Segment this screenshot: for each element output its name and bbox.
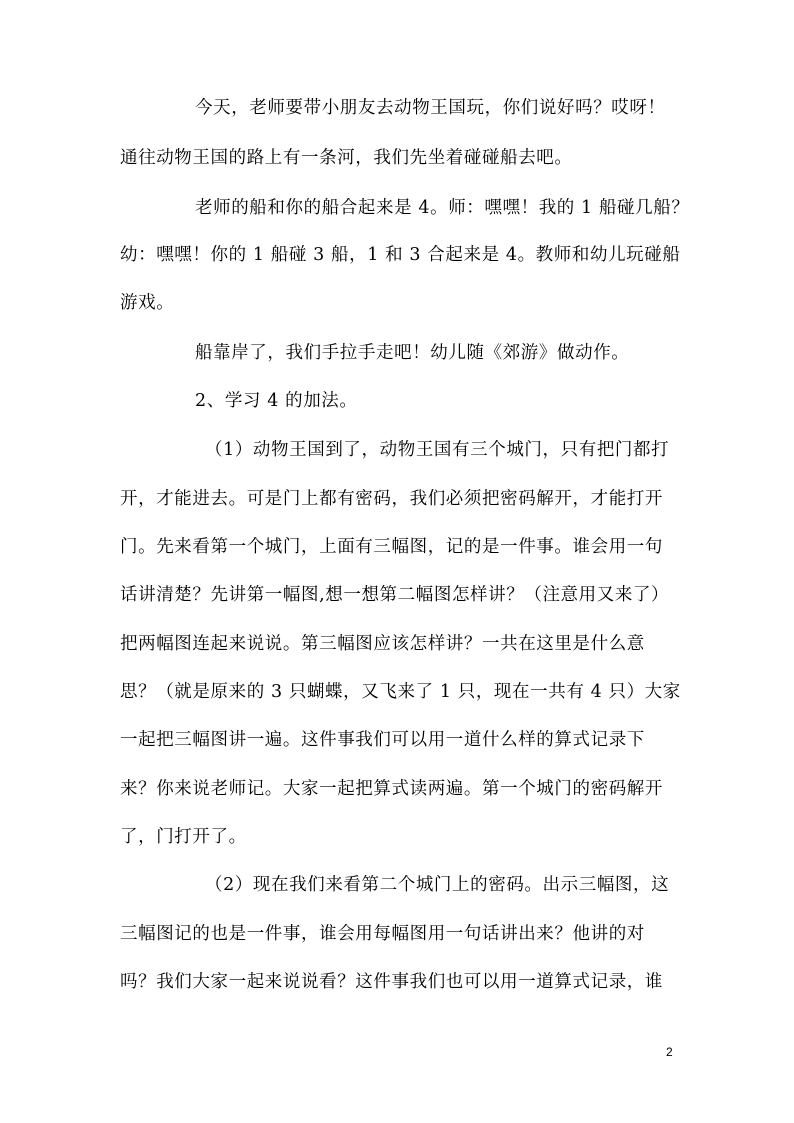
- section-heading: 2、学习 4 的加法。: [195, 391, 358, 411]
- text-line: 幼：嘿嘿！你的 1 船碰 3 船，1 和 3 合起来是 4。教师和幼儿玩碰船: [120, 245, 681, 265]
- text-line: 开，才能进去。可是门上都有密码，我们必须把密码解开，才能打开: [120, 489, 663, 509]
- text-line: 船靠岸了，我们手拉手走吧！幼儿随《郊游》做动作。: [195, 343, 630, 363]
- text-line: 思？（就是原来的 3 只蝴蝶，又飞来了 1 只，现在一共有 4 只）大家: [120, 682, 681, 702]
- text-line: 来？你来说老师记。大家一起把算式读两遍。第一个城门的密码解开: [120, 779, 663, 799]
- text-line: 游戏。: [120, 293, 175, 313]
- text-line: 门。先来看第一个城门，上面有三幅图，记的是一件事。谁会用一句: [120, 537, 663, 557]
- text-line: 今天，老师要带小朋友去动物王国玩，你们说好吗？哎呀！: [195, 98, 666, 118]
- text-line: （2）现在我们来看第二个城门上的密码。出示三幅图，这: [205, 875, 670, 895]
- text-line: 老师的船和你的船合起来是 4。师：嘿嘿！我的 1 船碰几船？: [195, 198, 690, 218]
- text-line: 把两幅图连起来说说。第三幅图应该怎样讲？一共在这里是什么意: [120, 634, 645, 654]
- text-line: 一起把三幅图讲一遍。这件事我们可以用一道什么样的算式记录下: [120, 730, 645, 750]
- page-number: 2: [666, 1045, 673, 1059]
- text-line: （1）动物王国到了，动物王国有三个城门，只有把门都打: [205, 440, 670, 460]
- text-line: 话讲清楚？先讲第一幅图,想一想第二幅图怎样讲？（注意用又来了）: [120, 585, 670, 605]
- text-line: 吗？我们大家一起来说说看？这件事我们也可以用一道算式记录，谁: [120, 972, 663, 992]
- text-line: 了，门打开了。: [120, 827, 247, 847]
- text-line: 三幅图记的也是一件事，谁会用每幅图用一句话讲出来？他讲的对: [120, 924, 645, 944]
- text-line: 通往动物王国的路上有一条河，我们先坐着碰碰船去吧。: [120, 148, 573, 168]
